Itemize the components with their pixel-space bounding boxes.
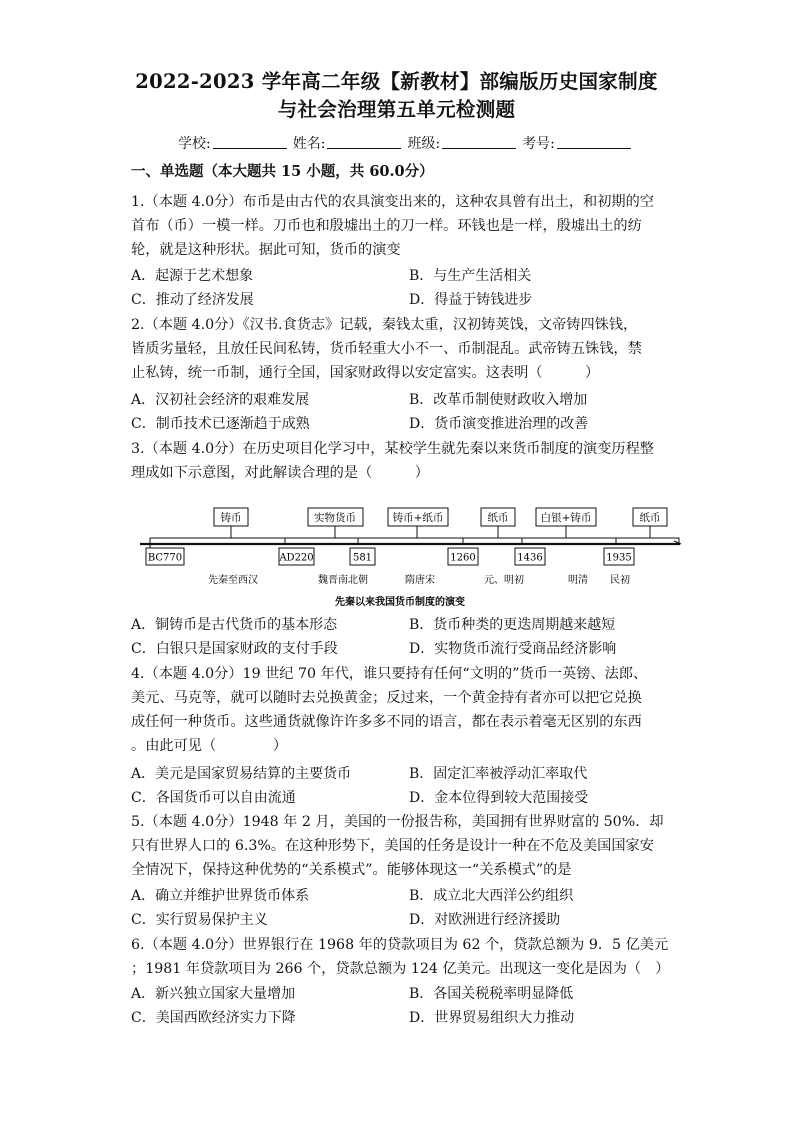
question-line: 5.（本题 4.0分）1948 年 2 月，美国的一份报告称，美国拥有世界财富的 50%．却 [131, 814, 664, 830]
question-line: 首布（币）一模一样。刀币也和殷墟出土的刀一样。环钱也是一样，殷墟出土的纺 [131, 218, 642, 234]
option-a[interactable]: A．汉初社会经济的艰难发展 [131, 392, 310, 408]
option-a[interactable]: A．铜铸币是古代货币的基本形态 [131, 617, 338, 633]
question-line: 理成如下示意图，对此解读合理的是（ ） [131, 465, 429, 481]
option-c[interactable]: C．实行贸易保护主义 [131, 912, 268, 928]
title-line-2: 与社会治理第五单元检测题 [277, 98, 516, 121]
question-3-stem [131, 437, 679, 485]
option-c[interactable]: C．美国西欧经济实力下降 [131, 1010, 296, 1026]
year-label: 581 [352, 552, 373, 564]
option-d[interactable]: D．货币演变推进治理的改善 [409, 416, 589, 432]
name-blank[interactable] [327, 133, 401, 149]
option-d[interactable]: D．得益于铸钱进步 [409, 292, 533, 308]
option-b[interactable]: B．改革币制使财政收入增加 [409, 392, 588, 408]
year-label: BC770 [147, 552, 183, 564]
year-label: AD220 [279, 552, 314, 564]
question-line: 1.（本题 4.0分）布币是由古代的农具演变出来的，这种农具曾有出土，和初期的空 [131, 194, 654, 210]
question-4-options [131, 762, 691, 810]
option-c[interactable]: C．各国货币可以自由流通 [131, 790, 296, 806]
question-1-stem [131, 190, 679, 262]
option-a[interactable]: A．确立并维护世界货币体系 [131, 888, 310, 904]
question-line: 皆质劣量轻，且放任民间私铸，货币轻重大小不一、币制混乱。武帝铸五铢钱，禁 [131, 341, 642, 357]
currency-label: 纸币 [639, 512, 661, 524]
currency-label: 铸币 [220, 512, 242, 524]
exam-no-blank[interactable] [557, 133, 631, 149]
question-6-stem [131, 933, 679, 981]
year-label: 1436 [517, 552, 543, 564]
question-line: 2.（本题 4.0分）《汉书.食货志》记载，秦钱太重，汉初铸荚饯，文帝铸四铢钱， [131, 317, 638, 333]
question-5-stem [131, 810, 679, 882]
period-label: 民初 [610, 575, 630, 586]
name-label: 姓名: [292, 136, 326, 152]
period-label: 隋唐宋 [405, 575, 435, 586]
option-c[interactable]: C．制币技术已逐渐趋于成熟 [131, 416, 310, 432]
option-a[interactable]: A．美元是国家贸易结算的主要货币 [131, 766, 352, 782]
class-label: 班级: [407, 136, 441, 152]
currency-label: 纸币 [487, 512, 509, 524]
option-c[interactable]: C．白银只是国家财政的支付手段 [131, 641, 338, 657]
option-d[interactable]: D．世界贸易组织大力推动 [409, 1010, 575, 1026]
question-line: 美元、马克等，就可以随时去兑换黄金；反过来，一个黄金持有者亦可以把它兑换 [131, 690, 642, 706]
option-d[interactable]: D．对欧洲进行经济援助 [409, 912, 561, 928]
question-line: 6.（本题 4.0分）世界银行在 1968 年的贷款项目为 62 个，贷款总额为 9．5 亿美元 [131, 937, 669, 953]
currency-label: 实物货币 [314, 512, 356, 524]
question-3-options [131, 613, 691, 661]
option-c[interactable]: C．推动了经济发展 [131, 292, 254, 308]
option-a[interactable]: A．起源于艺术想象 [131, 268, 254, 284]
option-b[interactable]: B．固定汇率被浮动汇率取代 [409, 766, 588, 782]
question-line: 。由此可见（ ） [131, 738, 288, 754]
title-line-1: 2022-2023 学年高二年级【新教材】部编版历史国家制度 [135, 70, 658, 93]
question-2-options [131, 388, 691, 436]
question-line: 止私铸，统一币制，通行全国，国家财政得以安定富实。这表明（ ） [131, 365, 600, 381]
question-line: 轮，就是这种形状。据此可知，货币的演变 [131, 242, 401, 258]
question-1-options [131, 264, 691, 312]
currency-timeline-diagram [138, 502, 686, 612]
currency-label: 铸币+纸币 [392, 512, 444, 524]
period-label: 魏晋南北朝 [318, 575, 368, 586]
diagram-caption: 先秦以来我国货币制度的演变 [335, 597, 465, 608]
question-line: 全情况下，保持这种优势的“关系模式”。能够体现这一“关系模式”的是 [131, 862, 572, 878]
section-heading: 一、单选题（本大题共 15 小题，共 60.0分） [131, 163, 434, 180]
class-blank[interactable] [442, 133, 516, 149]
student-info-row [178, 133, 637, 153]
period-label: 先秦至西汉 [208, 575, 258, 586]
question-5-options [131, 884, 691, 932]
question-4-stem [131, 662, 679, 758]
period-label: 明清 [568, 575, 588, 586]
option-d[interactable]: D．金本位得到较大范围接受 [409, 790, 589, 806]
option-b[interactable]: B．与生产生活相关 [409, 268, 532, 284]
question-line: 只有世界人口的 6.3%。在这种形势下，美国的任务是设计一种在不危及美国国家安 [131, 838, 654, 854]
school-label: 学校: [178, 136, 211, 152]
question-6-options [131, 982, 691, 1030]
exam-no-label: 考号: [522, 136, 555, 152]
currency-label: 白银+铸币 [540, 512, 592, 524]
question-2-stem [131, 313, 679, 385]
period-label: 元、明初 [484, 575, 524, 586]
year-label: 1260 [450, 552, 476, 564]
question-line: 3.（本题 4.0分）在历史项目化学习中，某校学生就先秦以来货币制度的演变历程整 [131, 441, 654, 457]
question-line: ；1981 年贷款项目为 266 个，贷款总额为 124 亿美元。出现这一变化是因为（ ） [131, 961, 670, 977]
option-a[interactable]: A．新兴独立国家大量增加 [131, 986, 296, 1002]
option-b[interactable]: B．成立北大西洋公约组织 [409, 888, 574, 904]
option-b[interactable]: B．各国关税税率明显降低 [409, 986, 574, 1002]
option-d[interactable]: D．实物货币流行受商品经济影响 [409, 641, 617, 657]
year-label: 1935 [606, 552, 632, 564]
question-line: 成任何一种货币。这些通货就像许许多多不同的语言，都在表示着毫无区别的东西 [131, 714, 642, 730]
question-line: 4.（本题 4.0分）19 世纪 70 年代，谁只要持有任何“文明的”货币一英镑、法郎、 [131, 666, 648, 682]
option-b[interactable]: B．货币种类的更迭周期越来越短 [409, 617, 616, 633]
school-blank[interactable] [213, 133, 287, 149]
